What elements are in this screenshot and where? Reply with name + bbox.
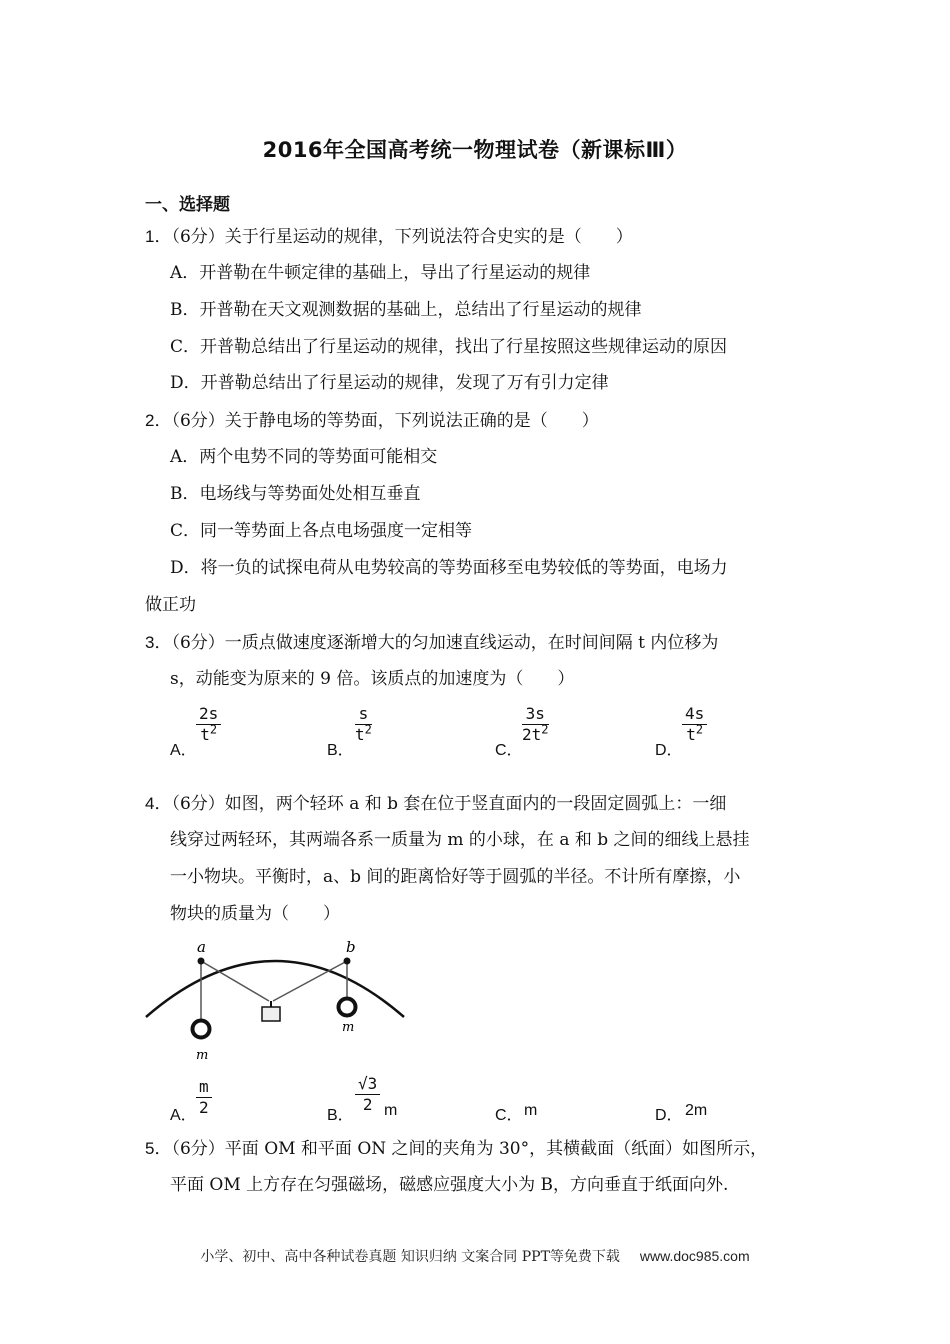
section-title: 一、选择题 [145, 195, 230, 215]
string-right [273, 961, 347, 1001]
question-number: 1． [145, 227, 172, 246]
option-label: B． [327, 1107, 354, 1124]
question-stem-line: 物块的质量为（ ） [170, 904, 340, 924]
question-stem: （6分）一质点做速度逐渐增大的匀加速直线运动，在时间间隔 t 内位移为 [171, 633, 719, 653]
option-c: C．同一等势面上各点电场强度一定相等 [170, 521, 473, 541]
ring-b [344, 958, 351, 965]
fraction: 4s $t^2$ [682, 705, 707, 744]
question-stem-line: 一小物块。平衡时，a、b 间的距离恰好等于圆弧的半径。不计所有摩擦，小 [170, 867, 741, 887]
fraction: √3 2 [355, 1075, 380, 1114]
option-label: C． [495, 1107, 523, 1124]
option-a: A．两个电势不同的等势面可能相交 [170, 447, 438, 467]
label-a: a [197, 938, 206, 956]
arc-rings-figure [140, 935, 410, 1065]
fraction: m 2 [196, 1078, 212, 1117]
page-title: 2016年全国高考统一物理试卷（新课标Ⅲ） [262, 138, 688, 162]
question-stem: （6分）关于行星运动的规律，下列说法符合史实的是（ ） [171, 227, 633, 247]
question-number: 3． [145, 633, 172, 652]
option-d-continuation: 做正功 [145, 595, 196, 615]
fraction: 3s $2t^2$ [522, 704, 549, 744]
question-number: 2． [145, 411, 172, 430]
option-b: B．开普勒在天文观测数据的基础上，总结出了行星运动的规律 [170, 300, 642, 320]
question-stem: （6分）平面 OM 和平面 ON 之间的夹角为 30°，其横截面（纸面）如图所示， [171, 1139, 768, 1159]
option-text: m [524, 1102, 538, 1119]
option-a: A．开普勒在牛顿定律的基础上，导出了行星运动的规律 [170, 263, 591, 283]
label-b: b [346, 938, 356, 956]
footer-site-link[interactable]: www.doc985.com [639, 1248, 750, 1264]
label-m-right: m [342, 1020, 355, 1035]
option-label: D． [655, 742, 683, 759]
label-m-left: m [196, 1048, 209, 1063]
option-c: C．开普勒总结出了行星运动的规律，找出了行星按照这些规律运动的原因 [170, 337, 728, 357]
option-label: B． [327, 742, 354, 759]
option-label: A． [170, 742, 197, 759]
option-text: 2m [685, 1102, 708, 1119]
ball-right [339, 999, 356, 1016]
option-b: B．电场线与等势面处处相互垂直 [170, 484, 421, 504]
fraction: 2s $t^2$ [196, 705, 221, 744]
option-suffix: m [384, 1102, 398, 1119]
ring-a [198, 958, 205, 965]
option-d: D．开普勒总结出了行星运动的规律，发现了万有引力定律 [170, 373, 609, 393]
option-d: D．将一负的试探电荷从电势较高的等势面移至电势较低的等势面，电场力 [170, 558, 728, 578]
question-stem-line: 平面 OM 上方存在匀强磁场，磁感应强度大小为 B，方向垂直于纸面向外. [170, 1175, 729, 1195]
question-number: 5． [145, 1139, 172, 1158]
footer-text: 小学、初中、高中各种试卷真题 知识归纳 文案合同 PPT等免费下载 [200, 1249, 620, 1265]
small-block [262, 1007, 280, 1021]
option-label: A． [170, 1107, 197, 1124]
question-stem-line2: s，动能变为原来的 9 倍。该质点的加速度为（ ） [170, 669, 575, 689]
option-label: D． [655, 1107, 683, 1124]
page-footer [0, 1246, 950, 1266]
question-stem: （6分）关于静电场的等势面，下列说法正确的是（ ） [171, 411, 599, 431]
fraction: s $t^2$ [355, 704, 372, 744]
question-stem: （6分）如图，两个轻环 a 和 b 套在位于竖直面内的一段固定圆弧上：一细 [171, 794, 727, 814]
question-number: 4． [145, 794, 172, 813]
question-stem-line: 线穿过两轻环，其两端各系一质量为 m 的小球，在 a 和 b 之间的细线上悬挂 [170, 830, 750, 850]
ball-left [193, 1021, 210, 1038]
option-label: C． [495, 742, 523, 759]
